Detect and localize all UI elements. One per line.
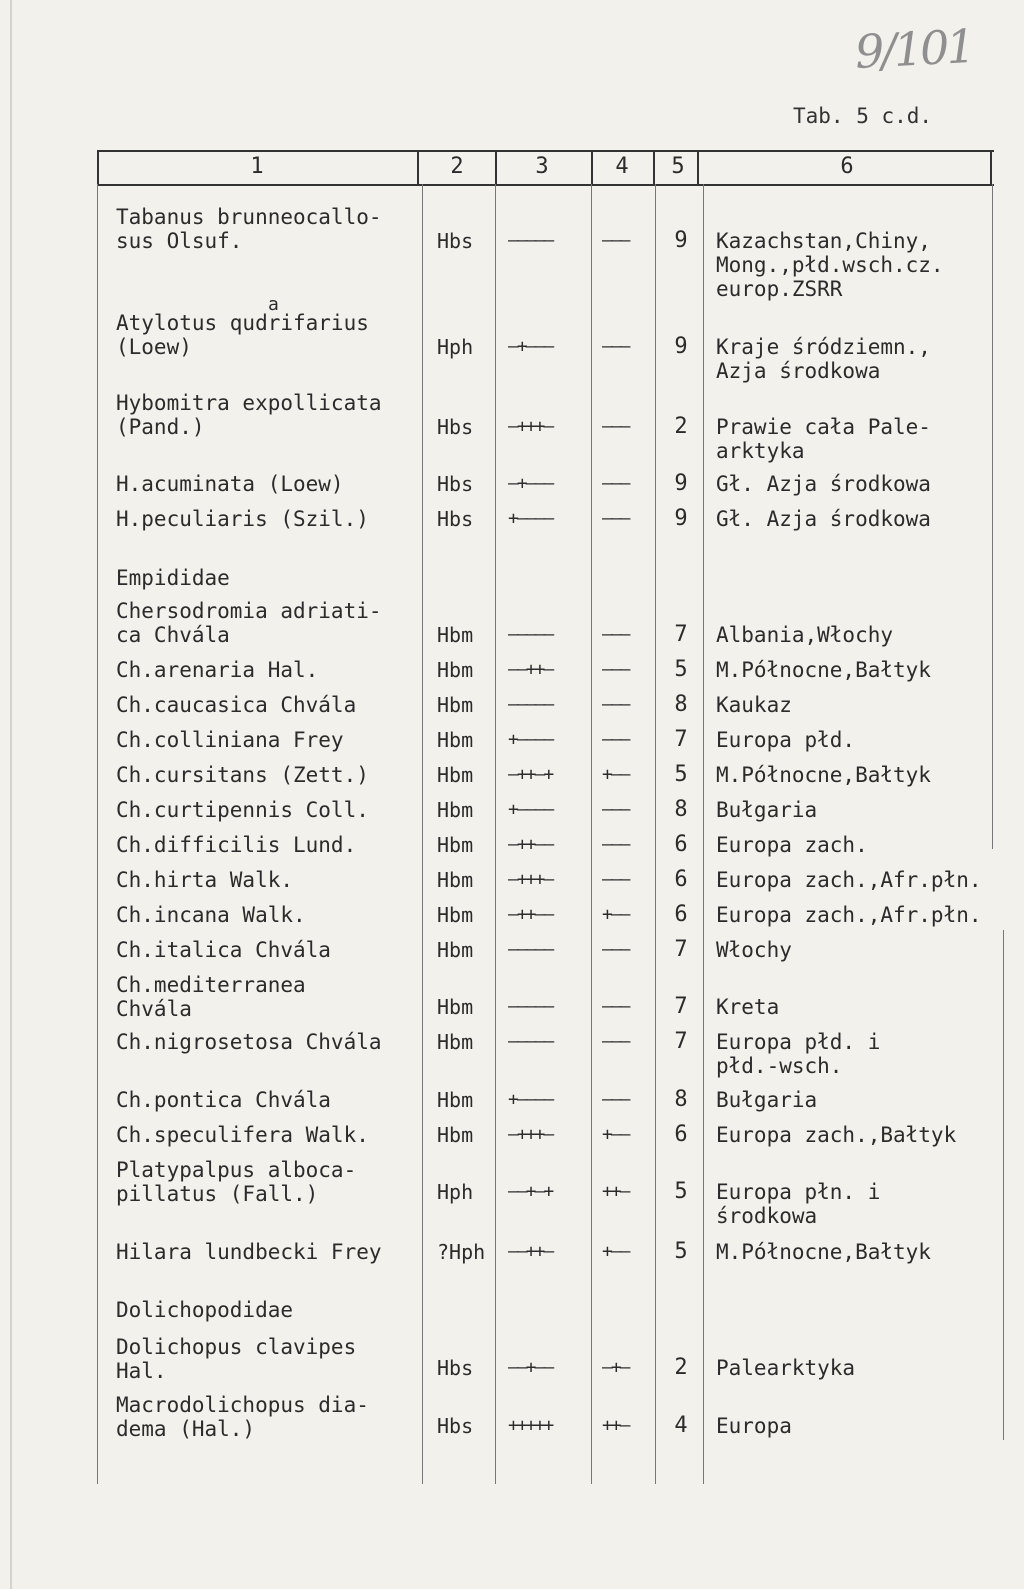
species-name: Ch.colliniana Frey xyxy=(116,728,344,752)
habitat-code: Hph xyxy=(437,1180,474,1204)
species-name: Dolichopus clavipes Hal. xyxy=(116,1335,357,1383)
habitat-code: Hbm xyxy=(437,995,474,1019)
table-caption: Tab. 5 c.d. xyxy=(793,104,933,128)
range-code: 9 xyxy=(674,471,688,496)
occurrence-pattern-4: ——— xyxy=(602,834,629,855)
habitat-code: Hbm xyxy=(437,868,474,892)
col-rule xyxy=(97,184,98,1484)
occurrence-pattern-3: ————— xyxy=(508,624,553,645)
handwritten-page-number: 9/101 xyxy=(853,18,974,80)
range-code: 5 xyxy=(674,762,688,787)
occurrence-pattern-4: ——— xyxy=(602,508,629,529)
range-code: 7 xyxy=(674,1029,688,1054)
occurrence-pattern-4: ——— xyxy=(602,729,629,750)
distribution: Kreta xyxy=(716,995,780,1019)
header-underline xyxy=(97,184,994,186)
occurrence-pattern-4: ——— xyxy=(602,694,629,715)
range-code: 7 xyxy=(674,727,688,752)
habitat-code: Hbm xyxy=(437,798,474,822)
distribution: M.Północne,Bałtyk xyxy=(716,763,931,787)
species-name: Ch.difficilis Lund. xyxy=(116,833,357,857)
species-name: Ch.nigrosetosa Chvála xyxy=(116,1030,382,1054)
range-code: 8 xyxy=(674,692,688,717)
occurrence-pattern-3: —+++— xyxy=(508,416,553,437)
col-header-4: 4 xyxy=(615,154,629,179)
occurrence-pattern-3: —+——— xyxy=(508,336,553,357)
habitat-code: Hbm xyxy=(437,833,474,857)
species-name: Tabanus brunneocallo- sus Olsuf. xyxy=(116,205,382,253)
section-heading: Empididae xyxy=(116,566,230,590)
occurrence-pattern-4: ——— xyxy=(602,1089,629,1110)
distribution: Europa zach. xyxy=(716,833,868,857)
habitat-code: Hbm xyxy=(437,693,474,717)
col-divider xyxy=(591,150,593,184)
occurrence-pattern-3: +———— xyxy=(508,1089,553,1110)
range-code: 9 xyxy=(674,334,688,359)
species-name: Macrodolichopus dia- dema (Hal.) xyxy=(116,1393,369,1441)
species-name: Ch.caucasica Chvála xyxy=(116,693,357,717)
handwritten-annotation: a xyxy=(268,294,279,315)
species-name: Chersodromia adriati- ca Chvála xyxy=(116,599,382,647)
occurrence-pattern-4: +—— xyxy=(602,904,629,925)
range-code: 4 xyxy=(674,1413,688,1438)
range-code: 7 xyxy=(674,622,688,647)
range-code: 6 xyxy=(674,832,688,857)
habitat-code: Hbs xyxy=(437,1356,474,1380)
species-name: Ch.incana Walk. xyxy=(116,903,306,927)
habitat-code: Hbs xyxy=(437,507,474,531)
distribution: Gł. Azja środkowa xyxy=(716,507,931,531)
occurrence-pattern-3: +———— xyxy=(508,799,553,820)
range-code: 6 xyxy=(674,902,688,927)
habitat-code: Hbm xyxy=(437,938,474,962)
distribution: Kraje śródziemn., Azja środkowa xyxy=(716,335,931,383)
col-divider xyxy=(697,150,699,184)
occurrence-pattern-4: ++— xyxy=(602,1415,629,1436)
habitat-code: Hbm xyxy=(437,903,474,927)
occurrence-pattern-4: ——— xyxy=(602,996,629,1017)
occurrence-pattern-3: +++++ xyxy=(508,1415,553,1436)
species-name: H.acuminata (Loew) xyxy=(116,472,344,496)
occurrence-pattern-3: ————— xyxy=(508,1031,553,1052)
occurrence-pattern-3: —++—+ xyxy=(508,764,553,785)
habitat-code: Hbs xyxy=(437,229,474,253)
habitat-code: Hbm xyxy=(437,1088,474,1112)
occurrence-pattern-4: ——— xyxy=(602,624,629,645)
col-header-6: 6 xyxy=(840,154,854,179)
habitat-code: Hph xyxy=(437,335,474,359)
occurrence-pattern-3: +———— xyxy=(508,729,553,750)
species-name: Ch.hirta Walk. xyxy=(116,868,294,892)
occurrence-pattern-3: ——++— xyxy=(508,1241,553,1262)
distribution: Europa płd. xyxy=(716,728,856,752)
habitat-code: Hbm xyxy=(437,1030,474,1054)
range-code: 6 xyxy=(674,1122,688,1147)
occurrence-pattern-4: ++— xyxy=(602,1181,629,1202)
distribution: Europa zach.,Bałtyk xyxy=(716,1123,957,1147)
range-code: 9 xyxy=(674,506,688,531)
table-top-rule xyxy=(97,150,994,152)
distribution: Gł. Azja środkowa xyxy=(716,472,931,496)
occurrence-pattern-3: ——+—+ xyxy=(508,1181,553,1202)
distribution: Europa xyxy=(716,1414,792,1438)
col-header-2: 2 xyxy=(450,154,464,179)
col-rule xyxy=(703,184,704,1484)
occurrence-pattern-3: ————— xyxy=(508,939,553,960)
occurrence-pattern-3: ——++— xyxy=(508,659,553,680)
habitat-code: Hbm xyxy=(437,658,474,682)
distribution: M.Północne,Bałtyk xyxy=(716,1240,931,1264)
col-divider xyxy=(495,150,497,184)
page-edge xyxy=(10,0,12,1589)
col-rule xyxy=(591,184,592,1484)
species-name: Atylotus qudrifarius (Loew) xyxy=(116,311,369,359)
col-header-5: 5 xyxy=(671,154,685,179)
species-name: Hilara lundbecki Frey xyxy=(116,1240,382,1264)
occurrence-pattern-4: ——— xyxy=(602,659,629,680)
distribution: Palearktyka xyxy=(716,1356,856,1380)
range-code: 6 xyxy=(674,867,688,892)
species-name: Ch.arenaria Hal. xyxy=(116,658,319,682)
occurrence-pattern-4: ——— xyxy=(602,869,629,890)
distribution: Bułgaria xyxy=(716,1088,818,1112)
distribution: Europa płn. i środkowa xyxy=(716,1180,881,1228)
occurrence-pattern-3: —++—— xyxy=(508,834,553,855)
occurrence-pattern-4: ——— xyxy=(602,473,629,494)
occurrence-pattern-4: ——— xyxy=(602,336,629,357)
species-name: H.peculiaris (Szil.) xyxy=(116,507,369,531)
occurrence-pattern-3: ————— xyxy=(508,230,553,251)
distribution: Kaukaz xyxy=(716,693,792,717)
distribution: M.Północne,Bałtyk xyxy=(716,658,931,682)
range-code: 5 xyxy=(674,657,688,682)
occurrence-pattern-4: ——— xyxy=(602,939,629,960)
col-rule xyxy=(422,184,423,1484)
col-divider xyxy=(417,150,419,184)
habitat-code: Hbm xyxy=(437,728,474,752)
species-name: Ch.curtipennis Coll. xyxy=(116,798,369,822)
col-divider xyxy=(990,150,992,184)
distribution: Europa zach.,Afr.płn. xyxy=(716,903,982,927)
occurrence-pattern-3: —+++— xyxy=(508,1124,553,1145)
occurrence-pattern-3: —++—— xyxy=(508,904,553,925)
range-code: 5 xyxy=(674,1179,688,1204)
range-code: 7 xyxy=(674,937,688,962)
species-name: Platypalpus alboca- pillatus (Fall.) xyxy=(116,1158,357,1206)
distribution: Bułgaria xyxy=(716,798,818,822)
col-header-1: 1 xyxy=(250,154,264,179)
species-name: Hybomitra expollicata (Pand.) xyxy=(116,391,382,439)
habitat-code: Hbs xyxy=(437,1414,474,1438)
species-name: Ch.italica Chvála xyxy=(116,938,331,962)
species-name: Ch.pontica Chvála xyxy=(116,1088,331,1112)
occurrence-pattern-4: ——— xyxy=(602,230,629,251)
occurrence-pattern-3: +———— xyxy=(508,508,553,529)
col-rule xyxy=(495,184,496,1484)
distribution: Europa płd. i płd.-wsch. xyxy=(716,1030,881,1078)
col-divider xyxy=(97,150,99,184)
range-code: 2 xyxy=(674,1355,688,1380)
occurrence-pattern-4: +—— xyxy=(602,1241,629,1262)
occurrence-pattern-3: ————— xyxy=(508,694,553,715)
species-name: Ch.mediterranea Chvála xyxy=(116,973,306,1021)
occurrence-pattern-4: ——— xyxy=(602,1031,629,1052)
habitat-code: Hbm xyxy=(437,763,474,787)
range-code: 8 xyxy=(674,797,688,822)
distribution: Europa zach.,Afr.płn. xyxy=(716,868,982,892)
distribution: Włochy xyxy=(716,938,792,962)
col-rule xyxy=(1003,930,1004,1440)
range-code: 5 xyxy=(674,1239,688,1264)
range-code: 2 xyxy=(674,414,688,439)
distribution: Kazachstan,Chiny, Mong.,płd.wsch.cz. europ.ZSRR xyxy=(716,229,944,301)
habitat-code: Hbs xyxy=(437,415,474,439)
col-rule xyxy=(655,184,656,1484)
occurrence-pattern-3: —+——— xyxy=(508,473,553,494)
habitat-code: ?Hph xyxy=(437,1240,486,1264)
species-name: Ch.speculifera Walk. xyxy=(116,1123,369,1147)
occurrence-pattern-4: +—— xyxy=(602,1124,629,1145)
occurrence-pattern-4: +—— xyxy=(602,764,629,785)
species-name: Ch.cursitans (Zett.) xyxy=(116,763,369,787)
distribution: Albania,Włochy xyxy=(716,623,894,647)
habitat-code: Hbm xyxy=(437,623,474,647)
range-code: 7 xyxy=(674,994,688,1019)
habitat-code: Hbs xyxy=(437,472,474,496)
distribution: Prawie cała Pale- arktyka xyxy=(716,415,931,463)
section-heading: Dolichopodidae xyxy=(116,1298,294,1322)
occurrence-pattern-3: ——+—— xyxy=(508,1357,553,1378)
occurrence-pattern-3: ————— xyxy=(508,996,553,1017)
col-divider xyxy=(653,150,655,184)
occurrence-pattern-3: —+++— xyxy=(508,869,553,890)
occurrence-pattern-4: ——— xyxy=(602,416,629,437)
range-code: 9 xyxy=(674,228,688,253)
occurrence-pattern-4: —+— xyxy=(602,1357,629,1378)
range-code: 8 xyxy=(674,1087,688,1112)
col-header-3: 3 xyxy=(535,154,549,179)
habitat-code: Hbm xyxy=(437,1123,474,1147)
col-rule xyxy=(992,184,993,849)
occurrence-pattern-4: ——— xyxy=(602,799,629,820)
